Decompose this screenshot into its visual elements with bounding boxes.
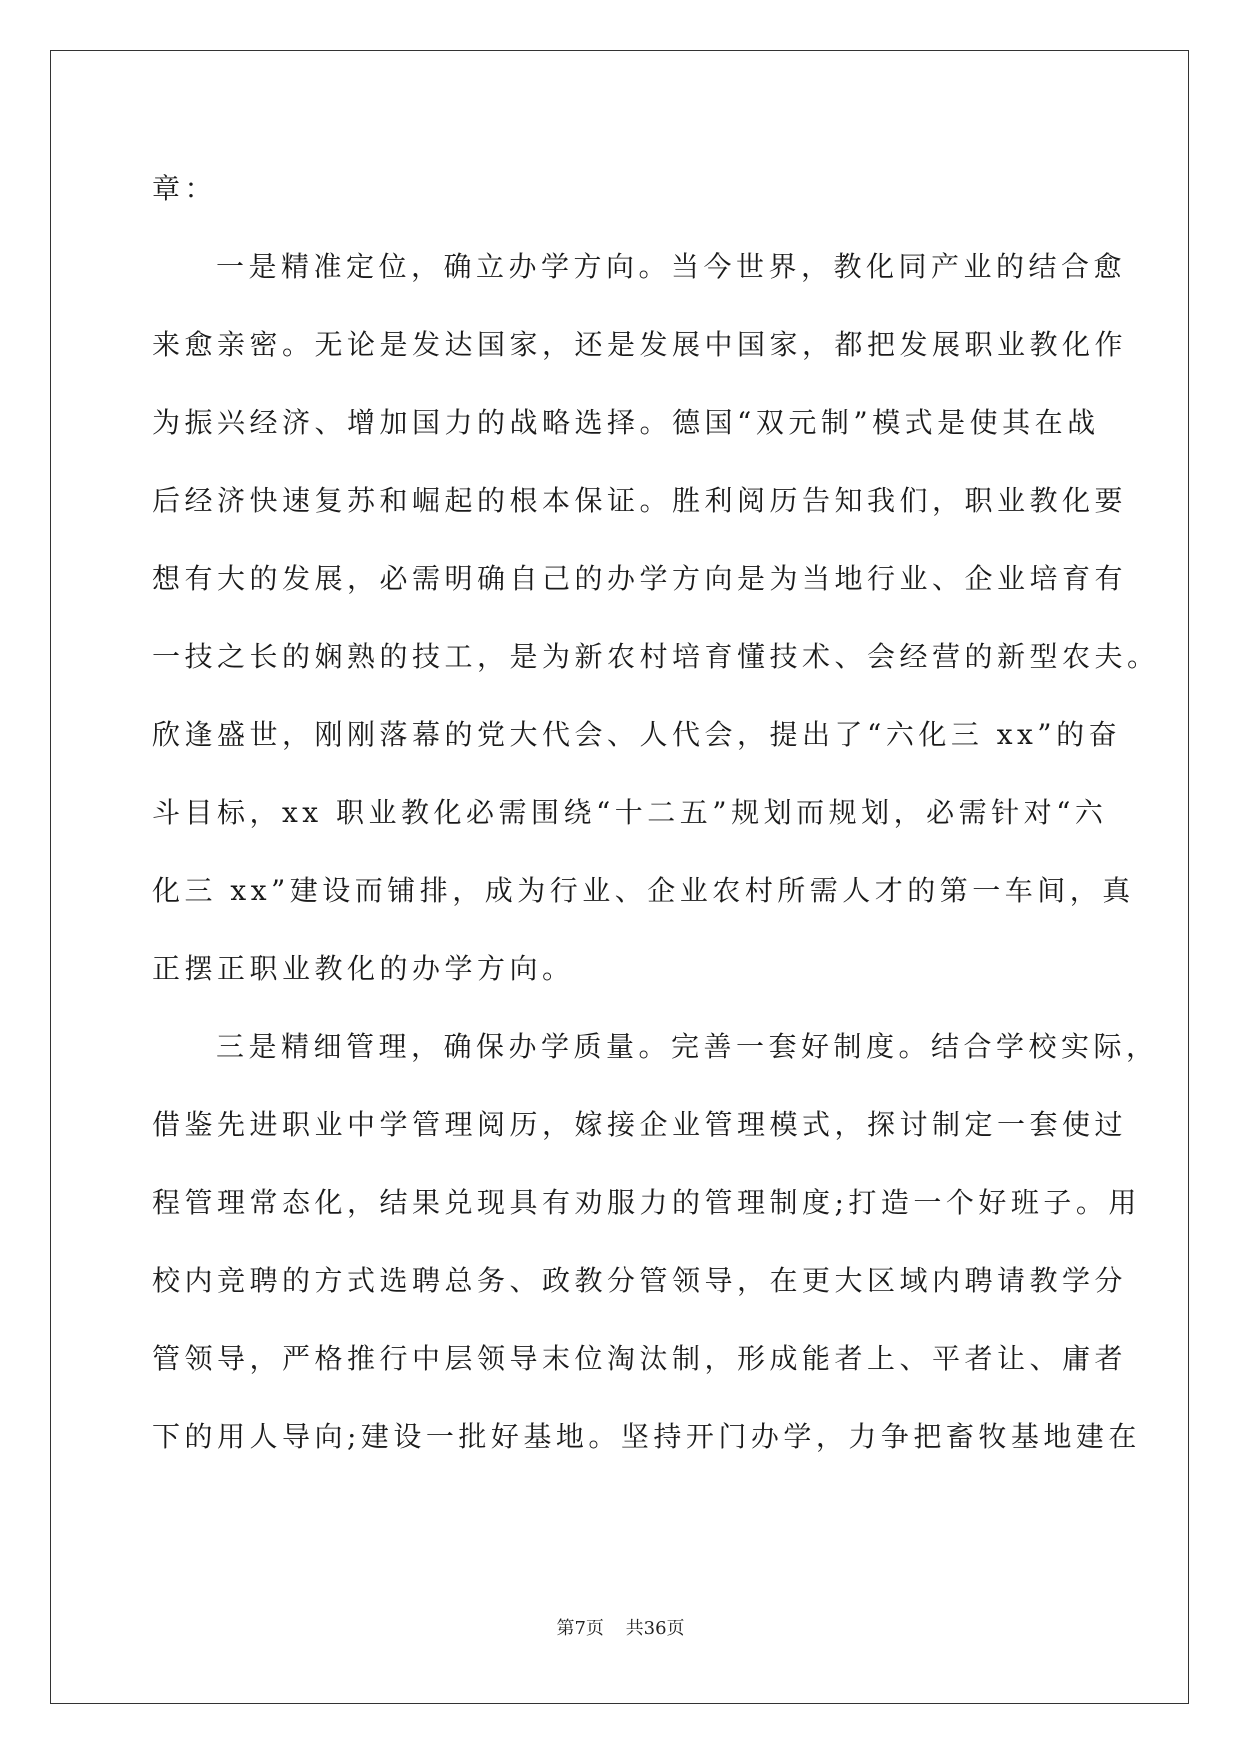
text-line: 程管理常态化，结果兑现具有劝服力的管理制度;打造一个好班子。用 [152,1186,1141,1219]
text-line: 下的用人导向;建设一批好基地。坚持开门办学，力争把畜牧基地建在 [152,1420,1141,1453]
text-line: 斗目标，xx 职业教化必需围绕“十二五”规划而规划，必需针对“六 [152,796,1108,829]
text-line: 章： [152,172,218,205]
text-line: 正摆正职业教化的办学方向。 [152,952,575,985]
text-line: 借鉴先进职业中学管理阅历，嫁接企业管理模式，探讨制定一套使过 [152,1108,1128,1141]
paragraph-start-line: 三是精细管理，确保办学质量。完善一套好制度。结合学校实际， [216,1030,1159,1063]
text-line: 为振兴经济、增加国力的战略选择。德国“双元制”模式是使其在战 [152,406,1100,439]
text-line: 校内竞聘的方式选聘总务、政教分管领导，在更大区域内聘请教学分 [152,1264,1128,1297]
text-line: 想有大的发展，必需明确自己的办学方向是为当地行业、企业培育有 [152,562,1128,595]
text-line: 后经济快速复苏和崛起的根本保证。胜利阅历告知我们，职业教化要 [152,484,1128,517]
text-line: 来愈亲密。无论是发达国家，还是发展中国家，都把发展职业教化作 [152,328,1128,361]
text-line: 欣逢盛世，刚刚落幕的党大代会、人代会，提出了“六化三 xx”的奋 [152,718,1122,751]
text-line: 化三 xx”建设而铺排，成为行业、企业农村所需人才的第一车间，真 [152,874,1135,907]
page-number: 第7页 [556,1618,604,1639]
page-footer [0,1614,1241,1640]
total-pages: 共36页 [625,1618,685,1639]
document-body [152,150,1160,1476]
paragraph-start-line: 一是精准定位，确立办学方向。当今世界，教化同产业的结合愈 [216,250,1127,283]
text-line: 一技之长的娴熟的技工，是为新农村培育懂技术、会经营的新型农夫。 [152,640,1160,673]
text-line: 管领导，严格推行中层领导末位淘汰制，形成能者上、平者让、庸者 [152,1342,1128,1375]
